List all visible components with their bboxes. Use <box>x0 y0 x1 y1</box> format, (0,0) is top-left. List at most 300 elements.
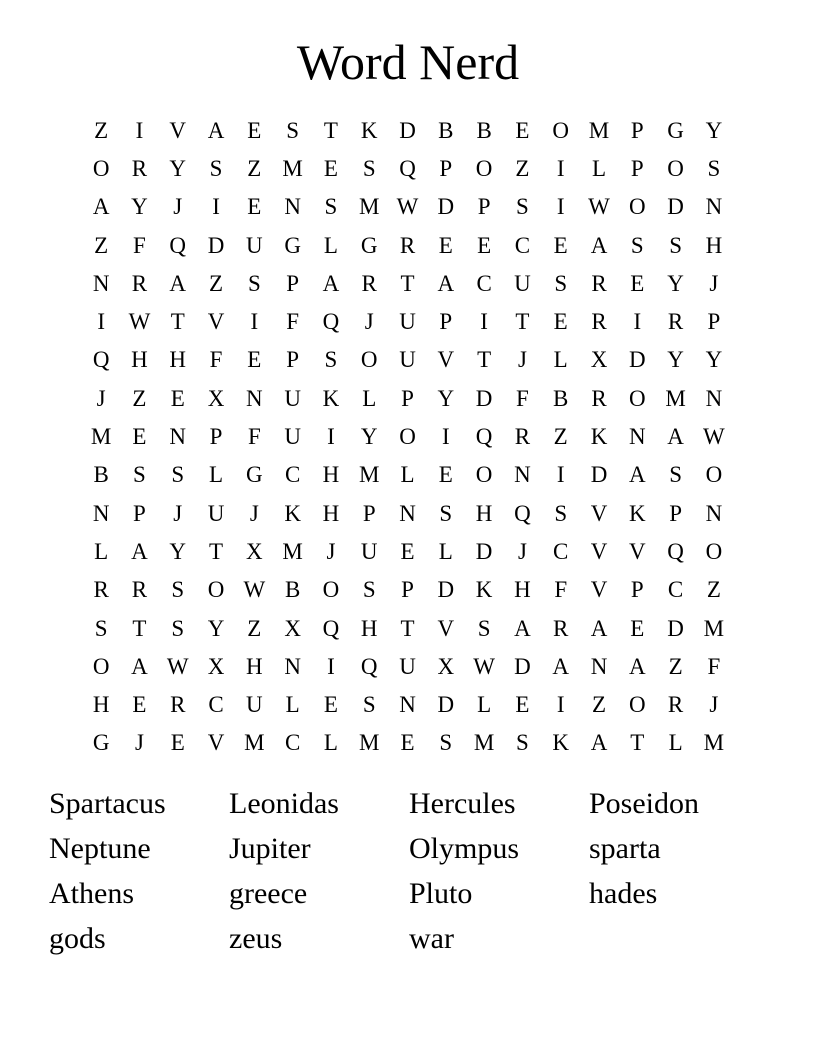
grid-letter: S <box>324 347 338 373</box>
word-list-item: war <box>409 922 454 955</box>
grid-letter: R <box>93 577 109 603</box>
grid-letter: V <box>437 615 455 641</box>
grid-letter: S <box>477 615 491 641</box>
grid-letter: J <box>96 385 106 411</box>
grid-letter: I <box>556 155 565 181</box>
grid-letter: A <box>590 615 608 641</box>
grid-letter: S <box>669 462 682 488</box>
grid-letter: L <box>477 692 492 718</box>
grid-letter: I <box>250 309 259 335</box>
page-title: Word Nerd <box>296 34 520 90</box>
grid-letter: P <box>209 424 223 450</box>
grid-letter: C <box>476 270 492 296</box>
grid-letter: Y <box>667 347 684 373</box>
grid-letter: E <box>247 347 262 373</box>
grid-letter: S <box>362 155 376 181</box>
grid-letter: A <box>590 730 608 756</box>
grid-letter: C <box>667 577 684 603</box>
grid-letter: E <box>170 385 185 411</box>
grid-letter: E <box>515 117 530 143</box>
grid-letter: X <box>207 385 225 411</box>
grid-letter: P <box>286 347 300 373</box>
grid-letter: R <box>131 155 148 181</box>
grid-letter: R <box>591 385 607 411</box>
grid-letter: I <box>441 424 450 450</box>
grid-letter: U <box>514 270 531 296</box>
grid-letter: Q <box>169 232 187 258</box>
grid-letter: N <box>284 653 301 679</box>
grid-letter: X <box>207 653 225 679</box>
grid-letter: S <box>439 500 453 526</box>
grid-letter: O <box>628 692 646 718</box>
grid-letter: A <box>628 462 646 488</box>
grid-letter: T <box>400 615 415 641</box>
grid-letter: M <box>703 730 725 756</box>
grid-letter: Z <box>247 615 262 641</box>
grid-letter: Z <box>591 692 607 718</box>
grid-letter: E <box>400 730 415 756</box>
grid-letter: O <box>705 462 723 488</box>
grid-letter: Z <box>94 232 109 258</box>
grid-letter: T <box>400 270 415 296</box>
grid-letter: P <box>133 500 146 526</box>
grid-letter: L <box>438 538 453 564</box>
grid-letter: S <box>669 232 682 258</box>
grid-letter: Z <box>668 653 683 679</box>
grid-letter: S <box>171 615 185 641</box>
grid-letter: V <box>590 538 608 564</box>
grid-letter: W <box>166 653 189 679</box>
word-list-item: Leonidas <box>229 787 339 820</box>
word-list-item: greece <box>229 877 308 910</box>
grid-letter: B <box>476 117 492 143</box>
grid-letter: L <box>362 385 377 411</box>
grid-letter: Q <box>322 615 340 641</box>
grid-letter: H <box>92 692 110 718</box>
grid-letter: Y <box>207 615 225 641</box>
grid-letter: T <box>515 309 530 335</box>
grid-letter: Y <box>667 270 684 296</box>
grid-letter: K <box>552 730 570 756</box>
grid-letter: F <box>133 232 146 258</box>
grid-letter: P <box>707 309 721 335</box>
grid-letter: T <box>630 730 645 756</box>
grid-letter: O <box>92 155 110 181</box>
word-list-item: Poseidon <box>589 787 700 820</box>
grid-letter: W <box>588 194 610 220</box>
grid-letter: P <box>630 577 644 603</box>
grid-letter: R <box>131 577 148 603</box>
grid-letter: K <box>284 500 301 526</box>
grid-letter: L <box>209 462 224 488</box>
grid-letter: V <box>207 309 225 335</box>
grid-letter: I <box>633 309 642 335</box>
grid-letter: F <box>286 309 300 335</box>
grid-letter: U <box>399 347 416 373</box>
grid-letter: N <box>92 500 110 526</box>
grid-letter: J <box>517 538 527 564</box>
grid-letter: J <box>709 692 719 718</box>
grid-letter: O <box>399 424 416 450</box>
grid-letter: P <box>477 194 491 220</box>
grid-letter: V <box>207 730 225 756</box>
grid-letter: I <box>327 653 335 679</box>
grid-letter: Q <box>360 653 378 679</box>
grid-letter: G <box>92 730 110 756</box>
grid-letter: X <box>246 538 263 564</box>
grid-letter: Z <box>706 577 721 603</box>
grid-letter: V <box>590 500 608 526</box>
grid-letter: L <box>553 347 568 373</box>
grid-letter: I <box>97 309 105 335</box>
grid-letter: C <box>284 462 301 488</box>
grid-letter: J <box>249 500 259 526</box>
grid-letter: J <box>173 500 183 526</box>
grid-letter: K <box>475 577 493 603</box>
grid-letter: Z <box>515 155 530 181</box>
grid-letter: Y <box>705 117 723 143</box>
grid-letter: D <box>207 232 225 258</box>
grid-letter: L <box>591 155 607 181</box>
word-list-item: hades <box>589 877 658 910</box>
grid-letter: I <box>556 462 565 488</box>
grid-letter: S <box>707 155 721 181</box>
grid-letter: K <box>590 424 608 450</box>
grid-letter: O <box>475 155 493 181</box>
grid-letter: E <box>515 692 530 718</box>
grid-letter: O <box>705 538 723 564</box>
grid-letter: Z <box>209 270 224 296</box>
grid-letter: D <box>437 692 455 718</box>
grid-letter: R <box>399 232 416 258</box>
grid-letter: S <box>171 577 185 603</box>
grid-letter: W <box>703 424 725 450</box>
grid-letter: W <box>473 653 495 679</box>
grid-letter: B <box>284 577 301 603</box>
word-list <box>49 781 769 961</box>
grid-letter: N <box>246 385 263 411</box>
grid-letter: A <box>628 653 646 679</box>
grid-letter: S <box>439 730 453 756</box>
grid-letter: H <box>475 500 493 526</box>
grid-letter: A <box>207 117 225 143</box>
grid-letter: L <box>323 730 338 756</box>
grid-letter: N <box>284 194 301 220</box>
grid-letter: U <box>284 424 301 450</box>
grid-letter: A <box>169 270 187 296</box>
grid-letter: P <box>362 500 376 526</box>
letter-grid <box>82 111 733 762</box>
grid-letter: R <box>514 424 531 450</box>
grid-letter: N <box>590 653 608 679</box>
grid-letter: W <box>243 577 266 603</box>
grid-letter: R <box>361 270 377 296</box>
grid-letter: M <box>359 194 380 220</box>
grid-letter: A <box>552 653 570 679</box>
grid-letter: D <box>475 385 493 411</box>
grid-letter: D <box>667 194 684 220</box>
grid-letter: E <box>438 232 453 258</box>
grid-letter: E <box>247 194 262 220</box>
grid-letter: H <box>514 577 531 603</box>
grid-letter: T <box>170 309 185 335</box>
grid-letter: L <box>94 538 109 564</box>
grid-letter: M <box>665 385 686 411</box>
grid-letter: J <box>517 347 527 373</box>
word-list-item: gods <box>49 922 106 955</box>
grid-letter: J <box>173 194 183 220</box>
grid-letter: U <box>246 692 263 718</box>
grid-letter: Z <box>132 385 147 411</box>
grid-letter: M <box>359 462 380 488</box>
grid-letter: E <box>553 309 568 335</box>
grid-letter: Y <box>705 347 723 373</box>
grid-letter: S <box>286 117 300 143</box>
grid-letter: L <box>323 232 338 258</box>
grid-letter: I <box>327 424 335 450</box>
grid-letter: C <box>553 538 569 564</box>
grid-letter: A <box>131 538 148 564</box>
grid-letter: R <box>591 270 607 296</box>
grid-letter: B <box>93 462 109 488</box>
grid-letter: A <box>131 653 148 679</box>
grid-letter: O <box>322 577 340 603</box>
grid-letter: I <box>480 309 488 335</box>
word-list-item: Pluto <box>409 877 473 910</box>
grid-letter: P <box>630 117 644 143</box>
grid-letter: T <box>132 615 147 641</box>
grid-letter: W <box>396 194 419 220</box>
grid-letter: M <box>282 538 303 564</box>
grid-letter: R <box>553 615 569 641</box>
grid-letter: U <box>360 538 378 564</box>
grid-letter: I <box>212 194 220 220</box>
grid-letter: O <box>207 577 225 603</box>
grid-letter: P <box>439 155 453 181</box>
grid-letter: T <box>477 347 492 373</box>
grid-letter: E <box>477 232 492 258</box>
grid-letter: P <box>401 385 414 411</box>
grid-letter: J <box>326 538 336 564</box>
grid-letter: G <box>360 232 378 258</box>
grid-letter: Y <box>169 538 187 564</box>
grid-letter: D <box>399 117 416 143</box>
grid-letter: H <box>246 653 263 679</box>
grid-letter: Z <box>94 117 109 143</box>
grid-letter: A <box>514 615 531 641</box>
grid-letter: Z <box>247 155 262 181</box>
grid-letter: E <box>323 692 338 718</box>
grid-letter: D <box>667 615 684 641</box>
grid-letter: H <box>360 615 378 641</box>
grid-letter: X <box>284 615 301 641</box>
grid-letter: M <box>588 117 610 143</box>
grid-letter: M <box>703 615 725 641</box>
grid-letter: Y <box>131 194 148 220</box>
grid-letter: Z <box>553 424 568 450</box>
grid-letter: J <box>134 730 144 756</box>
grid-letter: A <box>590 232 608 258</box>
grid-letter: C <box>208 692 224 718</box>
word-list-item: Neptune <box>49 832 151 865</box>
grid-letter: S <box>554 270 568 296</box>
grid-letter: K <box>360 117 378 143</box>
word-list-item: sparta <box>589 832 661 865</box>
grid-letter: M <box>473 730 495 756</box>
grid-letter: N <box>399 692 416 718</box>
grid-letter: Y <box>437 385 455 411</box>
grid-letter: N <box>92 270 110 296</box>
grid-letter: E <box>553 232 568 258</box>
grid-letter: O <box>628 385 646 411</box>
grid-letter: D <box>475 538 493 564</box>
grid-letter: D <box>628 347 646 373</box>
grid-letter: U <box>399 309 416 335</box>
grid-letter: H <box>322 500 340 526</box>
grid-letter: E <box>323 155 338 181</box>
grid-letter: H <box>169 347 187 373</box>
word-list-item: Hercules <box>409 787 516 820</box>
grid-letter: P <box>669 500 682 526</box>
grid-letter: A <box>437 270 455 296</box>
grid-letter: H <box>322 462 340 488</box>
grid-letter: U <box>246 232 263 258</box>
grid-letter: R <box>667 309 684 335</box>
grid-letter: V <box>169 117 187 143</box>
grid-letter: R <box>591 309 607 335</box>
grid-letter: N <box>514 462 531 488</box>
grid-letter: C <box>284 730 301 756</box>
grid-letter: D <box>437 577 455 603</box>
grid-letter: E <box>400 538 415 564</box>
grid-letter: A <box>322 270 340 296</box>
grid-letter: F <box>516 385 529 411</box>
grid-letter: N <box>705 500 723 526</box>
grid-letter: J <box>709 270 719 296</box>
grid-letter: F <box>707 653 721 679</box>
grid-letter: F <box>209 347 223 373</box>
grid-letter: P <box>630 155 644 181</box>
grid-letter: Q <box>92 347 110 373</box>
grid-letter: M <box>244 730 265 756</box>
grid-letter: S <box>362 577 376 603</box>
grid-letter: R <box>170 692 186 718</box>
grid-letter: F <box>554 577 568 603</box>
grid-letter: S <box>516 730 529 756</box>
grid-letter: E <box>630 615 645 641</box>
grid-letter: S <box>324 194 338 220</box>
grid-letter: Q <box>475 424 493 450</box>
grid-letter: V <box>590 577 608 603</box>
grid-letter: G <box>246 462 263 488</box>
grid-letter: U <box>207 500 225 526</box>
grid-letter: Q <box>667 538 684 564</box>
word-list-item: zeus <box>229 922 283 955</box>
word-list-item: Jupiter <box>229 832 311 865</box>
grid-letter: M <box>90 424 112 450</box>
word-list-item: Spartacus <box>49 787 166 820</box>
grid-letter: S <box>171 462 185 488</box>
grid-letter: V <box>628 538 646 564</box>
grid-letter: S <box>133 462 146 488</box>
grid-letter: M <box>359 730 380 756</box>
grid-letter: O <box>360 347 378 373</box>
grid-letter: D <box>590 462 608 488</box>
grid-letter: S <box>554 500 568 526</box>
grid-letter: F <box>247 424 261 450</box>
grid-letter: M <box>282 155 303 181</box>
grid-letter: Y <box>360 424 378 450</box>
grid-letter: J <box>364 309 374 335</box>
grid-letter: E <box>170 730 185 756</box>
grid-letter: S <box>247 270 261 296</box>
grid-letter: A <box>92 194 110 220</box>
grid-letter: L <box>400 462 415 488</box>
grid-letter: U <box>399 653 416 679</box>
grid-letter: Y <box>169 155 187 181</box>
grid-letter: V <box>437 347 455 373</box>
grid-letter: D <box>437 194 455 220</box>
grid-letter: N <box>399 500 416 526</box>
grid-letter: L <box>668 730 683 756</box>
grid-letter: B <box>553 385 569 411</box>
grid-letter: C <box>514 232 531 258</box>
grid-letter: K <box>322 385 340 411</box>
grid-letter: E <box>132 692 147 718</box>
grid-letter: X <box>590 347 608 373</box>
grid-letter: L <box>285 692 300 718</box>
grid-letter: N <box>628 424 646 450</box>
grid-letter: O <box>628 194 646 220</box>
grid-letter: X <box>437 653 455 679</box>
grid-letter: S <box>209 155 223 181</box>
grid-letter: O <box>667 155 684 181</box>
grid-letter: E <box>132 424 147 450</box>
grid-letter: B <box>438 117 454 143</box>
grid-letter: E <box>630 270 645 296</box>
word-list-item: Olympus <box>409 832 520 865</box>
grid-letter: R <box>667 692 684 718</box>
grid-letter: H <box>131 347 148 373</box>
grid-letter: S <box>630 232 644 258</box>
grid-letter: P <box>286 270 300 296</box>
grid-letter: S <box>362 692 376 718</box>
grid-letter: A <box>667 424 684 450</box>
grid-letter: S <box>94 615 108 641</box>
grid-letter: O <box>92 653 110 679</box>
grid-letter: S <box>516 194 529 220</box>
word-list-item: Athens <box>49 877 134 910</box>
grid-letter: G <box>667 117 684 143</box>
grid-letter: D <box>514 653 531 679</box>
grid-letter: K <box>628 500 646 526</box>
grid-letter: Q <box>514 500 531 526</box>
grid-letter: I <box>556 692 565 718</box>
grid-letter: E <box>438 462 453 488</box>
grid-letter: W <box>128 309 151 335</box>
grid-letter: N <box>169 424 187 450</box>
grid-letter: P <box>401 577 414 603</box>
grid-letter: O <box>475 462 493 488</box>
grid-letter: Q <box>399 155 416 181</box>
grid-letter: N <box>705 385 723 411</box>
grid-letter: N <box>705 194 723 220</box>
grid-letter: O <box>552 117 570 143</box>
grid-letter: U <box>284 385 301 411</box>
grid-letter: T <box>323 117 338 143</box>
grid-letter: G <box>284 232 301 258</box>
grid-letter: Q <box>322 309 340 335</box>
